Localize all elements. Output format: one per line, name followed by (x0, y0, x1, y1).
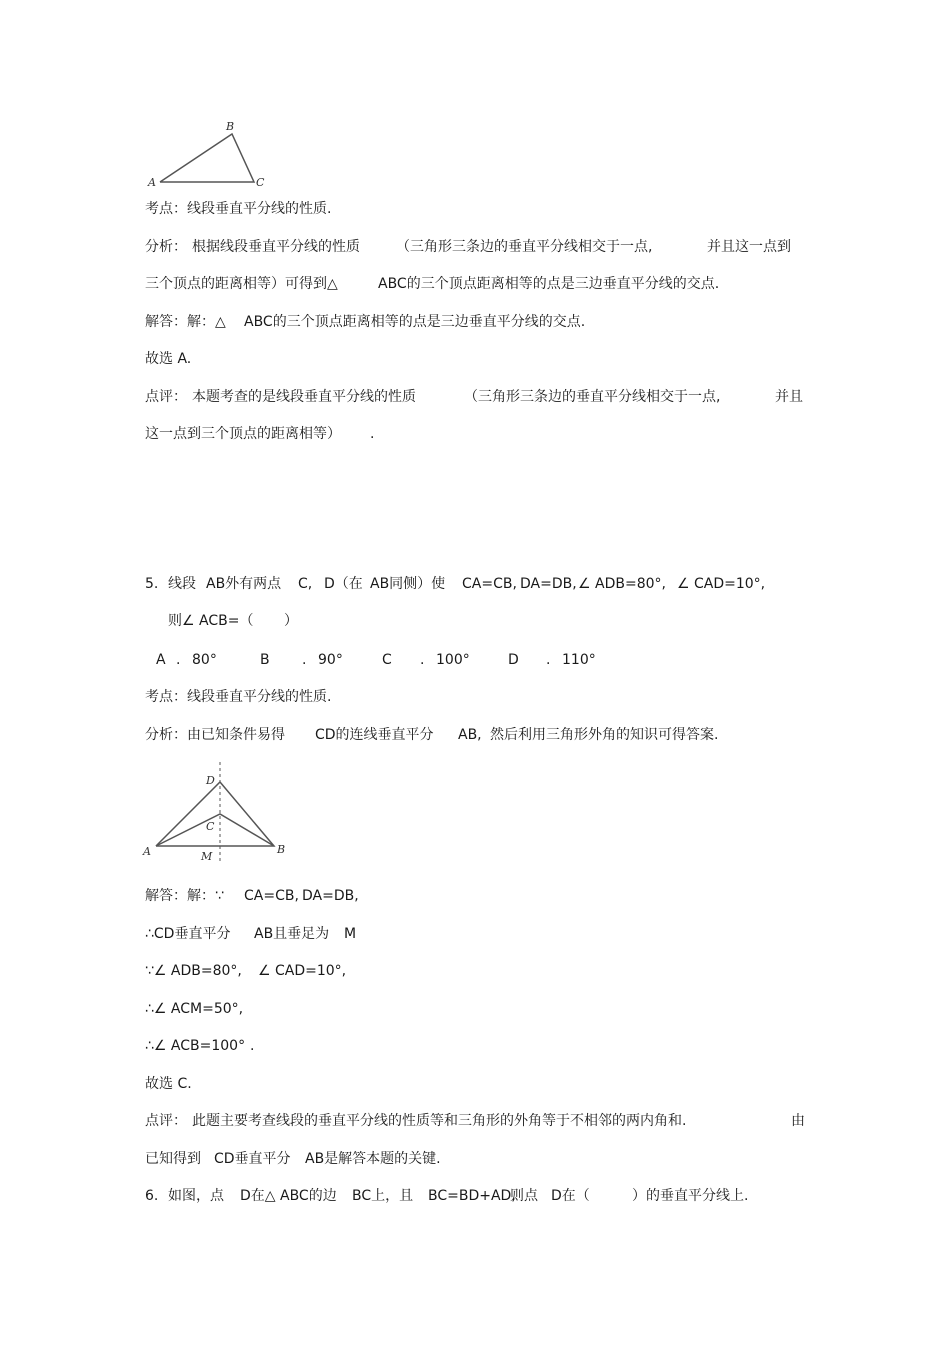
triangle-acb-outline (156, 814, 274, 846)
triangle-abc-outline (160, 134, 254, 182)
option-b-value: 90° (318, 652, 343, 668)
label-d: D (206, 774, 215, 787)
triangle-abc-figure (140, 118, 280, 193)
perpendicular-bisector-figure (140, 760, 300, 870)
label-c: C (256, 176, 265, 189)
option-c-letter: C (382, 652, 392, 668)
option-a-letter: A (156, 652, 166, 668)
option-c-value: 100° (436, 652, 470, 668)
label-c: C (206, 820, 215, 833)
label-m: M (201, 850, 213, 863)
label-b: B (277, 843, 286, 856)
label-a: A (143, 845, 151, 858)
option-d-value: 110° (562, 652, 596, 668)
label-b: B (226, 120, 235, 133)
label-a: A (148, 176, 156, 189)
option-a-value: 80° (192, 652, 217, 668)
option-d-letter: D (508, 652, 519, 668)
option-b-letter: B (260, 652, 270, 668)
